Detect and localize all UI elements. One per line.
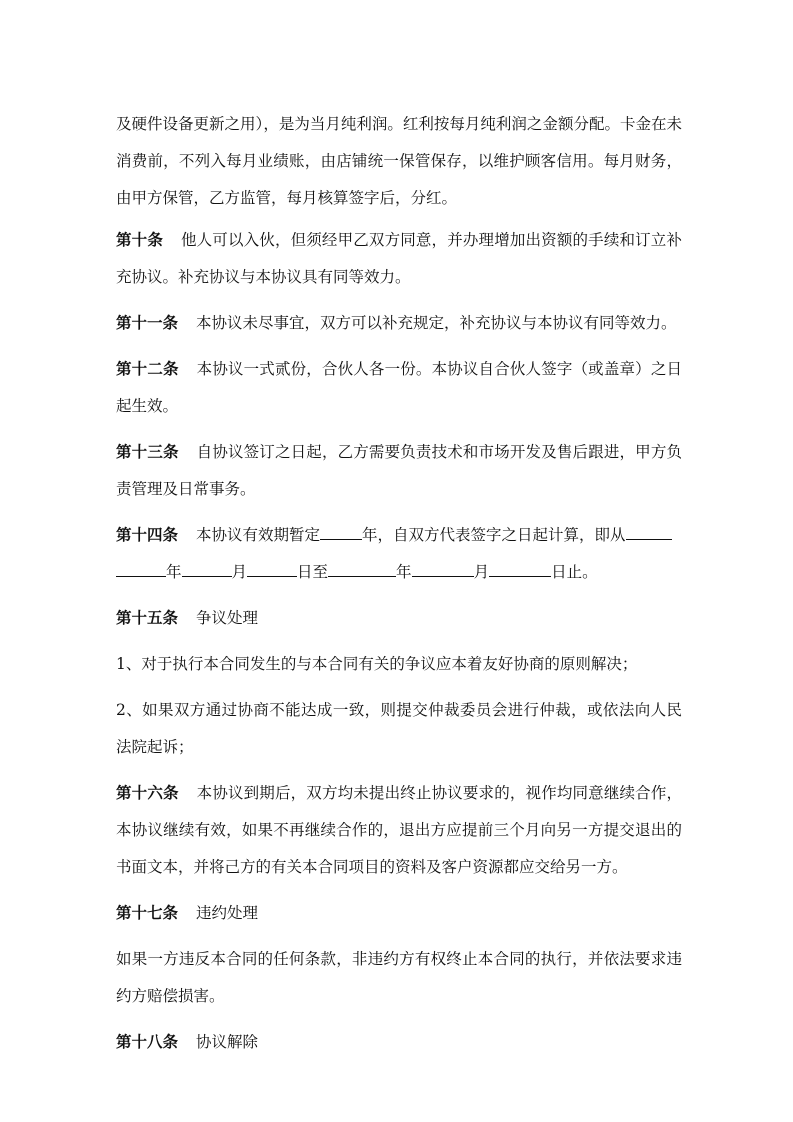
month-label-1: 月 [231, 563, 248, 581]
article-11-heading: 第十一条 [116, 314, 179, 332]
article-17 [116, 895, 682, 932]
article-18-title: 协议解除 [196, 1033, 259, 1051]
article-14-text-b: 年，自双方代表签字之日起计算，即从 [362, 526, 626, 544]
start-month-blank[interactable] [182, 560, 232, 577]
end-year-blank[interactable] [328, 560, 396, 577]
article-15 [116, 600, 682, 637]
article-10 [116, 222, 682, 296]
article-18-heading: 第十八条 [116, 1033, 179, 1051]
article-14 [116, 517, 682, 591]
year-label-2: 年 [396, 563, 412, 581]
article-17-heading: 第十七条 [116, 904, 179, 922]
article-10-heading: 第十条 [116, 231, 163, 249]
article-11 [116, 305, 682, 342]
opening-paragraph: 及硬件设备更新之用），是为当月纯利润。红利按每月纯利润之金额分配。卡金在未消费前，不列入每月业绩账，由店铺统一保管保存，以维护顾客信用。每月财务，由甲方保管，乙方监管，每月核算签字后，分红。 [116, 115, 682, 207]
article-16-text: 本协议到期后，双方均未提出终止协议要求的，视作均同意继续合作，本协议继续有效，如果不再继续合作的，退出方应提前三个月向另一方提交退出的书面文本，并将己方的有关本合同项目的资料及客户资源都应交给另一方。 [116, 784, 682, 876]
start-day-blank[interactable] [247, 560, 297, 577]
term-years-blank[interactable] [320, 523, 362, 540]
day-to-label: 日至 [297, 563, 329, 581]
start-year-blank-cont[interactable] [116, 560, 166, 577]
article-15-heading: 第十五条 [116, 609, 179, 627]
dispute-item-2: 2、如果双方通过协商不能达成一致，则提交仲裁委员会进行仲裁，或依法向人民法院起诉； [116, 701, 682, 756]
article-16 [116, 775, 682, 886]
document-body [116, 106, 682, 1070]
article-12 [116, 351, 682, 425]
year-label-1: 年 [166, 563, 182, 581]
dispute-item-1: 1、对于执行本合同发生的与本合同有关的争议应本着友好协商的原则解决； [116, 655, 638, 673]
start-year-blank[interactable] [626, 523, 672, 540]
day-end-label: 日止。 [551, 563, 598, 581]
article-13 [116, 434, 682, 508]
article-17-title: 违约处理 [196, 904, 259, 922]
article-10-text: 他人可以入伙，但须经甲乙双方同意，并办理增加出资额的手续和订立补充协议。补充协议与本协议具有同等效力。 [116, 231, 682, 286]
article-13-text: 自协议签订之日起，乙方需要负责技术和市场开发及售后跟进，甲方负责管理及日常事务。 [116, 443, 682, 498]
month-label-2: 月 [473, 563, 490, 581]
article-11-text: 本协议未尽事宜，双方可以补充规定，补充协议与本协议有同等效力。 [196, 314, 677, 332]
article-12-heading: 第十二条 [116, 360, 179, 378]
article-16-heading: 第十六条 [116, 784, 179, 802]
article-17-body: 如果一方违反本合同的任何条款，非违约方有权终止本合同的执行，并依法要求违约方赔偿损害。 [116, 950, 682, 1005]
article-14-text-a: 本协议有效期暂定 [196, 526, 321, 544]
end-day-blank[interactable] [489, 560, 551, 577]
article-13-heading: 第十三条 [116, 443, 179, 461]
article-12-text: 本协议一式贰份，合伙人各一份。本协议自合伙人签字（或盖章）之日起生效。 [116, 360, 682, 415]
article-18 [116, 1024, 682, 1061]
article-15-title: 争议处理 [196, 609, 259, 627]
end-month-blank[interactable] [412, 560, 474, 577]
article-14-heading: 第十四条 [116, 526, 179, 544]
